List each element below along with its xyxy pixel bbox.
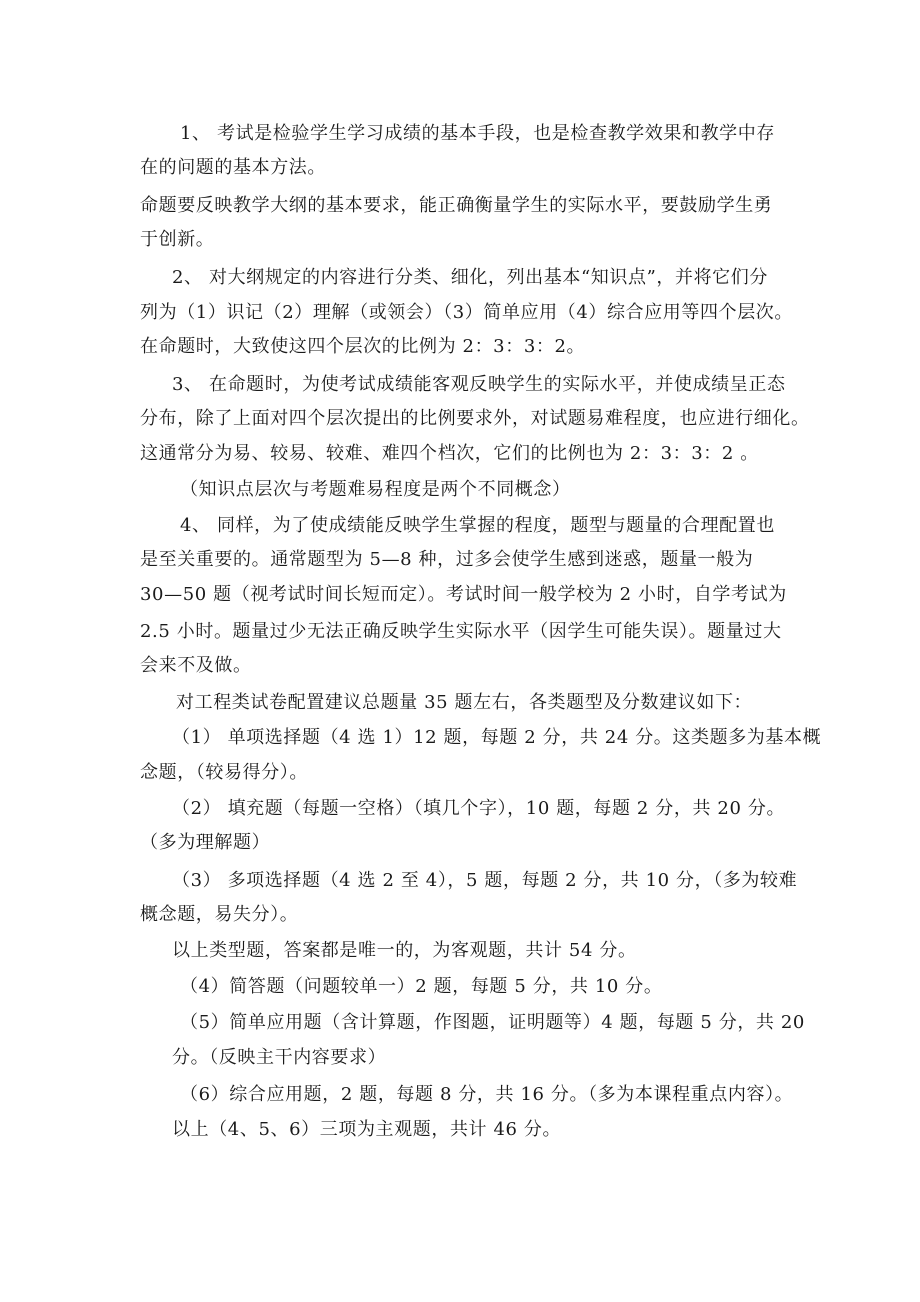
text-line: 3、 在命题时，为使考试成绩能客观反映学生的实际水平，并使成绩呈正态 bbox=[172, 374, 786, 395]
text-line: 分布，除了上面对四个层次提出的比例要求外，对试题易难程度，也应进行细化。 bbox=[140, 408, 810, 429]
text-line: 1、 考试是检验学生学习成绩的基本手段，也是检查教学效果和教学中存 bbox=[180, 123, 775, 144]
text-line: 命题要反映教学大纲的基本要求，能正确衡量学生的实际水平，要鼓励学生勇 bbox=[140, 195, 773, 216]
text-line: 2.5 小时。题量过少无法正确反映学生实际水平（因学生可能失误）。题量过大 bbox=[140, 621, 782, 642]
text-line: 4、 同样，为了使成绩能反映学生掌握的程度，题型与题量的合理配置也 bbox=[180, 515, 775, 536]
text-line: 念题，（较易得分）。 bbox=[140, 762, 308, 783]
text-line: 会来不及做。 bbox=[140, 655, 252, 676]
text-line: 列为（1）识记（2）理解（或领会）（3）简单应用（4）综合应用等四个层次。 bbox=[140, 302, 794, 323]
text-line: 概念题，易失分）。 bbox=[140, 904, 299, 925]
text-line: （3） 多项选择题（4 选 2 至 4），5 题，每题 2 分，共 10 分，（多为较难 bbox=[172, 870, 798, 891]
text-line: 2、 对大纲规定的内容进行分类、细化，列出基本“知识点”，并将它们分 bbox=[172, 267, 768, 288]
text-line: （2） 填充题（每题一空格）（填几个字），10 题，每题 2 分，共 20 分。 bbox=[172, 798, 786, 819]
text-line: 对工程类试卷配置建议总题量 35 题左右，各类题型及分数建议如下： bbox=[176, 692, 753, 713]
text-line: （多为理解题） bbox=[140, 832, 271, 853]
text-line: （6）综合应用题，2 题，每题 8 分，共 16 分。（多为本课程重点内容）。 bbox=[180, 1084, 794, 1105]
text-line: 于创新。 bbox=[140, 229, 215, 250]
text-line: （5）简单应用题（含计算题，作图题，证明题等）4 题，每题 5 分，共 20 bbox=[180, 1012, 805, 1033]
text-line: 这通常分为易、较易、较难、难四个档次，它们的比例也为 2：3：3：2 。 bbox=[140, 443, 759, 464]
text-line: 30—50 题（视考试时间长短而定）。考试时间一般学校为 2 小时，自学考试为 bbox=[140, 584, 787, 605]
text-line: 以上（4、5、6）三项为主观题，共计 46 分。 bbox=[172, 1119, 562, 1140]
text-line: 分。（反映主干内容要求） bbox=[172, 1047, 387, 1068]
text-line: （知识点层次与考题难易程度是两个不同概念） bbox=[180, 479, 571, 500]
text-line: 以上类型题，答案都是唯一的，为客观题，共计 54 分。 bbox=[172, 940, 637, 961]
text-line: （4）简答题（问题较单一）2 题，每题 5 分，共 10 分。 bbox=[180, 976, 663, 997]
text-line: 在的问题的基本方法。 bbox=[140, 157, 326, 178]
text-line: （1） 单项选择题（4 选 1）12 题，每题 2 分，共 24 分。这类题多为基本概 bbox=[172, 727, 822, 748]
text-line: 是至关重要的。通常题型为 5—8 种，过多会使学生感到迷惑，题量一般为 bbox=[140, 549, 754, 570]
text-line: 在命题时，大致使这四个层次的比例为 2：3：3：2。 bbox=[140, 336, 586, 357]
